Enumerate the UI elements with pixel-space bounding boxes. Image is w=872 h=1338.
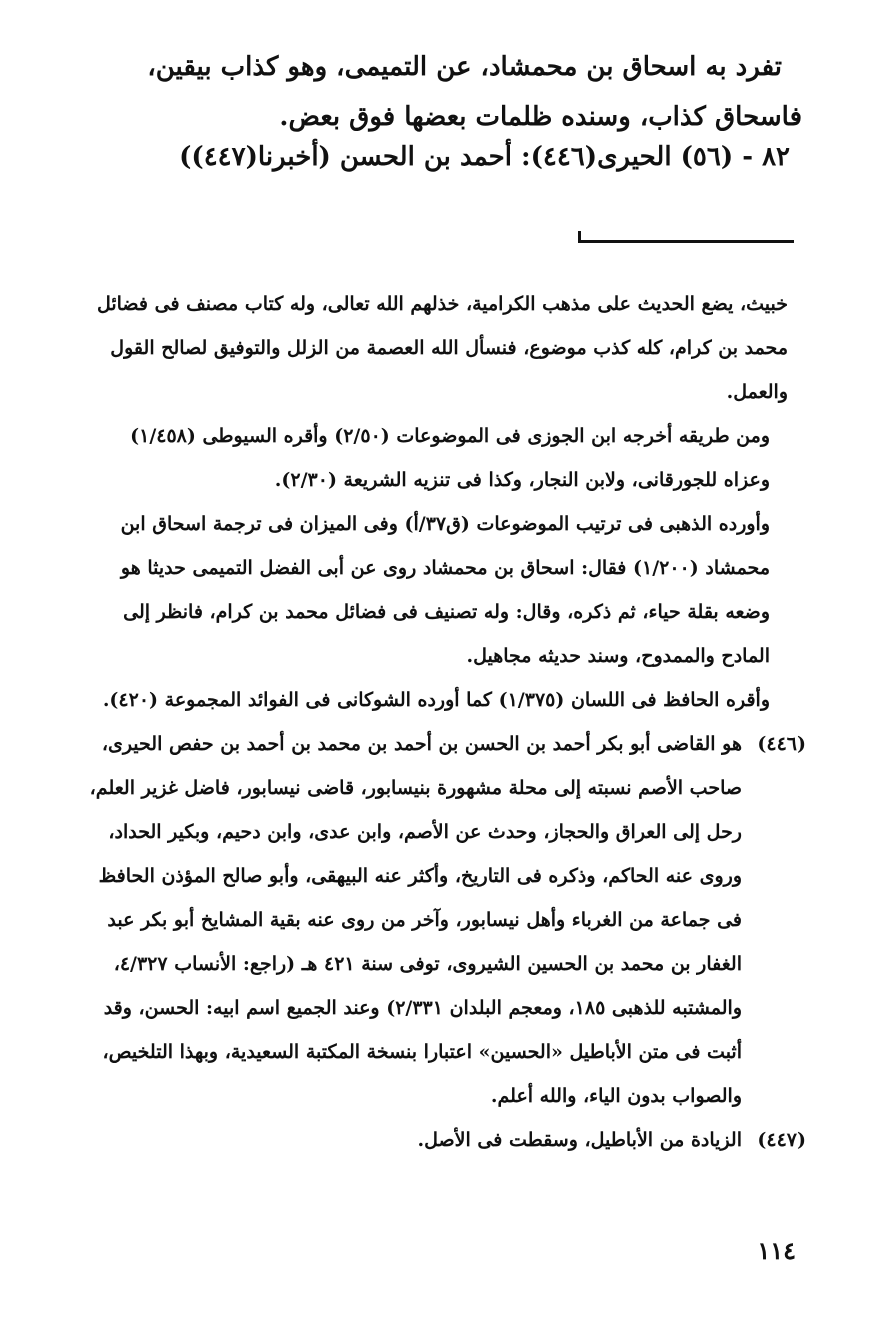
footnote-number: (٤٤٧) — [757, 1129, 806, 1151]
footnote-number: (٤٤٦) — [757, 733, 806, 755]
footnote-separator-rule — [578, 240, 794, 243]
note-paragraph: خبيث، يضع الحديث على مذهب الكرامية، خذلهم الله تعالى، وله كتاب مصنف فى فضائل محمد بن كرام، كله كذب موضوع، فنسأل الله العصمة من الزلل والتوفيق لصالح القول والعمل. — [96, 293, 788, 403]
footnotes-section — [78, 282, 806, 1162]
note-paragraph: وأورده الذهبى فى ترتيب الموضوعات (ق٣٧/أ) وفى الميزان فى ترجمة اسحاق ابن محمشاد (١/٢٠٠) فقال: اسحاق بن محمشاد روى عن أبى الفضل التميمى حديثا هو وضعه بقلة حياء، ثم ذكره، وقال: وله تصنيف فى فضائل محمد بن كرام، فانظر إلى المادح والممدوح، وسند حديثه مجاهيل. — [120, 513, 770, 667]
footnote-447 — [78, 1118, 806, 1162]
note-paragraph: وأقره الحافظ فى اللسان (١/٣٧٥) كما أورده الشوكانى فى الفوائد المجموعة (٤٢٠). — [102, 689, 770, 711]
page-number: ١١٤ — [757, 1236, 796, 1265]
note-paragraph: ومن طريقه أخرجه ابن الجوزى فى الموضوعات (٢/٥٠) وأقره السيوطى (١/٤٥٨) وعزاه للجورقانى، ولابن النجار، وكذا فى تنزيه الشريعة (٢/٣٠). — [130, 425, 770, 491]
main-text — [102, 42, 802, 142]
main-text-line: فاسحاق كذاب، وسنده ظلمات بعضها فوق بعض. — [279, 102, 802, 132]
main-text-line: تفرد به اسحاق بن محمشاد، عن التميمى، وهو كذاب بيقين، — [147, 52, 782, 82]
footnote-text: الزيادة من الأباطيل، وسقطت فى الأصل. — [417, 1129, 742, 1151]
footnote-text: هو القاضى أبو بكر أحمد بن الحسن بن أحمد بن محمد بن أحمد بن حفص الحيرى، صاحب الأصم نسبته إلى محلة مشهورة بنيسابور، قاضى نيسابور، فاضل غزير العلم، رحل إلى العراق والحجاز، وحدث عن الأصم، وابن عدى، وابن دحيم، وبكير الحداد، وروى عنه الحاكم، وذكره فى التاريخ، وأكثر عنه البيهقى، وأبو صالح المؤذن الحافظ فى جماعة من الغرباء وأهل نيسابور، وآخر من روى عنه بقية المشايخ أبو بكر عبد الغفار بن محمد بن الحسين الشيروى، توفى سنة ٤٢١ هـ (راجع: الأنساب ٤/٣٢٧، والمشتبه للذهبى ١٨٥، ومعجم البلدان ٢/٣٣١) وعند الجميع اسم ابيه: الحسن، وقد أثبت فى متن الأباطيل «الحسين» اعتبارا بنسخة المكتبة السعيدية، وبهذا التلخيص، والصواب بدون الياء، والله أعلم. — [89, 733, 742, 1107]
entry-heading: ٨٢ - (٥٦) الحيرى(٤٤٦): أحمد بن الحسن (أخبرنا(٤٤٧)) — [179, 142, 790, 172]
footnote-446 — [78, 722, 806, 1118]
